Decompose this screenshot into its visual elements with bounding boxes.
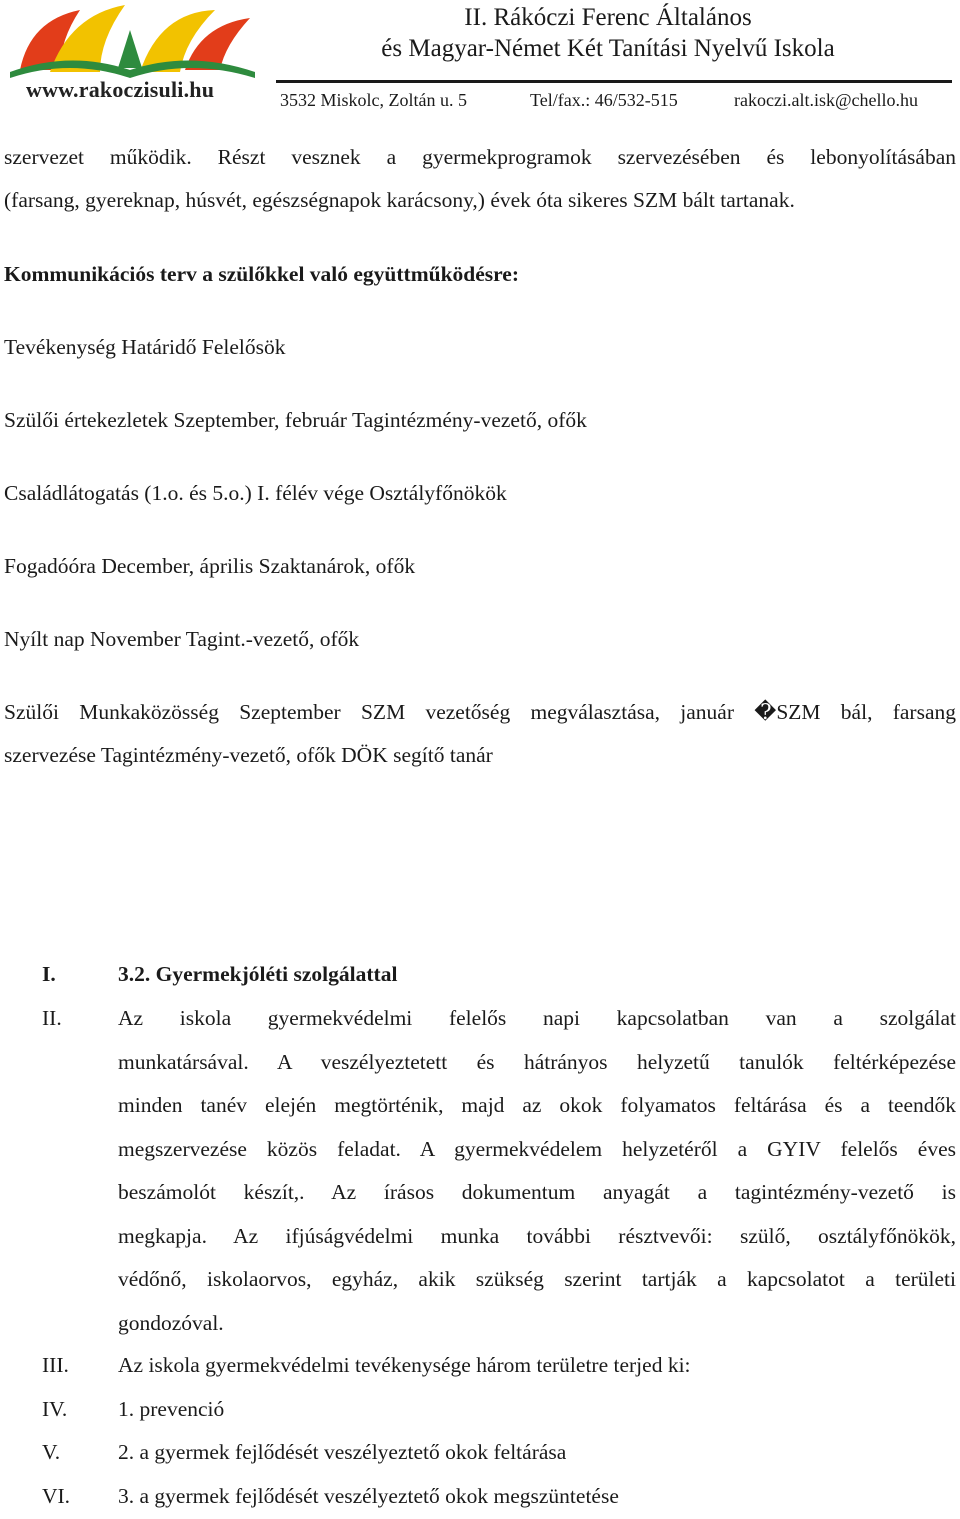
paragraph-line: védőnő, iskolaorvos, egyház, akik szükség szerint tartják a kapcsolatot a területi xyxy=(118,1267,956,1291)
list-number: II. xyxy=(42,1006,62,1030)
list-number: I. xyxy=(42,962,56,986)
plan-row-family-visits: Családlátogatás (1.o. és 5.o.) I. félév vége Osztályfőnökök xyxy=(4,481,507,505)
website-url: www.rakoczisuli.hu xyxy=(26,77,215,102)
header-divider xyxy=(276,80,952,83)
school-name-line1: II. Rákóczi Ferenc Általános xyxy=(464,4,752,31)
plan-row-parent-meetings: Szülői értekezletek Szeptember, február Tagintézmény-vezető, ofők xyxy=(4,408,587,432)
list-number: III. xyxy=(42,1353,69,1377)
paragraph-line: Az iskola gyermekvédelmi felelős napi kapcsolatban van a szolgálat xyxy=(118,1006,956,1030)
plan-row-parent-association-line1: Szülői Munkaközösség Szeptember SZM vezetőség megválasztása, január �SZM bál, farsang xyxy=(4,700,956,724)
logo-book-icon xyxy=(0,0,270,80)
school-name-line2: és Magyar-Német Két Tanítási Nyelvű Iskola xyxy=(381,35,835,62)
paragraph-line: gondozóval. xyxy=(118,1310,224,1335)
list-item: 3. a gyermek fejlődését veszélyeztető okok megszüntetése xyxy=(118,1484,619,1508)
intro-line-2: (farsang, gyereknap, húsvét, egészségnapok karácsony,) évek óta sikeres SZM bált tartanak. xyxy=(4,188,795,212)
list-number: IV. xyxy=(42,1397,68,1421)
list-number: V. xyxy=(42,1440,61,1464)
document-header xyxy=(0,0,960,118)
school-address: 3532 Miskolc, Zoltán u. 5 xyxy=(280,90,467,110)
list-number: VI. xyxy=(42,1484,71,1508)
intro-line-1: szervezet működik. Részt vesznek a gyermekprogramok szervezésében és lebonyolításában xyxy=(4,145,956,169)
school-email: rakoczi.alt.isk@chello.hu xyxy=(734,90,919,110)
plan-row-open-day: Nyílt nap November Tagint.-vezető, ofők xyxy=(4,627,360,651)
communication-plan-heading: Kommunikációs terv a szülőkkel való együttműködésre: xyxy=(4,262,520,286)
paragraph-line: megkapja. Az ifjúságvédelmi munka további résztvevői: szülő, osztályfőnökök, xyxy=(118,1223,956,1248)
list-item-paragraph xyxy=(118,997,956,1345)
list-item-heading: 3.2. Gyermekjóléti szolgálattal xyxy=(118,962,398,986)
plan-row-office-hours: Fogadóóra December, április Szaktanárok, ofők xyxy=(4,554,416,578)
list-item: Az iskola gyermekvédelmi tevékenysége három területre terjed ki: xyxy=(118,1353,691,1377)
paragraph-line: megszervezése közös feladat. A gyermekvédelem helyzetéről a GYIV felelős éves xyxy=(118,1136,956,1161)
list-item: 2. a gyermek fejlődését veszélyeztető okok feltárása xyxy=(118,1440,567,1464)
school-logo xyxy=(0,0,270,110)
plan-row-parent-association-line2: szervezése Tagintézmény-vezető, ofők DÖK segítő tanár xyxy=(4,743,493,767)
table-header-row: Tevékenység Határidő Felelősök xyxy=(4,335,286,359)
paragraph-line: minden tanév elején megtörténik, majd az okok folyamatos feltárása és a teendők xyxy=(118,1093,956,1117)
school-telfax: Tel/fax.: 46/532-515 xyxy=(530,90,678,110)
list-item: 1. prevenció xyxy=(118,1397,225,1421)
paragraph-line: munkatársával. A veszélyeztetett és hátrányos helyzetű tanulók feltérképezése xyxy=(118,1049,956,1074)
paragraph-line: beszámolót készít,. Az írásos dokumentum anyagát a tagintézmény-vezető is xyxy=(118,1180,956,1204)
